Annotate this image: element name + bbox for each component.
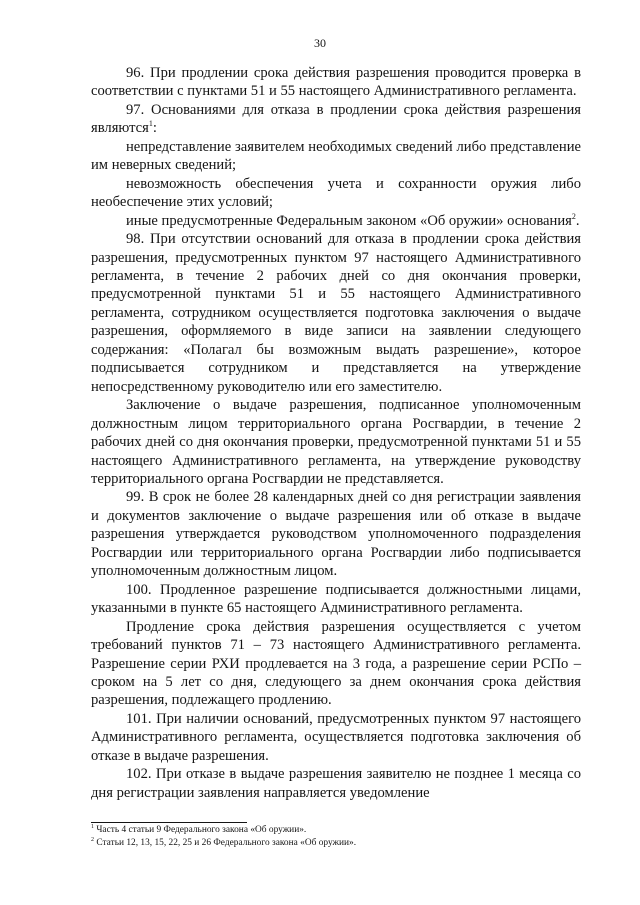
footnote-ref-2: 2 [571, 211, 576, 221]
paragraph-97: 97. Основаниями для отказа в продлении срока действия разрешения являются$^1$: [91, 101, 581, 137]
paragraph-97-item-1: непредставление заявителем необходимых сведений либо представление им неверных сведений; [91, 138, 581, 174]
paragraph-98: 98. При отсутствии оснований для отказа в продлении срока действия разрешения, предусмотренных пунктом 97 настоящего Административного регламента, в течение 2 рабочих дней со дня окончания проверки, предусмотренной пунктами 51 и 55 настоящего Административного регламента, сотрудником осуществляется подготовка заключения о выдаче разрешения, оформляемого в виде записи на заявлении следующего содержания: «Полагал бы возможным выдать разрешение», которое подписывается сотрудником и представляется на утверждение непосредственному руководителю или его заместителю. [91, 231, 581, 395]
document-body [91, 64, 581, 802]
paragraph-97-item-3: иные предусмотренные Федеральным законом «Об оружии» основания$^2$. [126, 211, 580, 229]
footnote-2: $^2$ Статьи 12, 13, 15, 22, 25 и 26 Федерального закона «Об оружии». [91, 836, 357, 848]
paragraph-101: 101. При наличии оснований, предусмотренных пунктом 97 настоящего Административного регламента, осуществляется подготовка заключения об отказе в выдаче разрешения. [91, 710, 581, 764]
footnotes [91, 824, 581, 850]
paragraph-98-continued: Заключение о выдаче разрешения, подписанное уполномоченным должностным лицом территориального органа Росгвардии, в течение 2 рабочих дней со дня окончания проверки, предусмотренной пунктами 51 и 55 настоящего Административного регламента, на утверждение руководству территориального органа Росгвардии не представляется. [91, 397, 581, 487]
paragraph-102: 102. При отказе в выдаче разрешения заявителю не позднее 1 месяца со дня регистрации заявления направляется уведомление [91, 766, 581, 801]
paragraph-99: 99. В срок не более 28 календарных дней со дня регистрации заявления и документов заключение о выдаче разрешения или об отказе в выдаче разрешения утверждается руководством уполномоченного подразделения Росгвардии или территориального органа Росгвардии либо подписывается уполномоченным должностным лицом. [91, 489, 581, 580]
footnote-1: $^1$ Часть 4 статьи 9 Федерального закона «Об оружии». [91, 823, 307, 835]
footnote-divider [91, 822, 247, 823]
paragraph-96: 96. При продлении срока действия разрешения проводится проверка в соответствии с пунктами 51 и 55 настоящего Административного регламента. [91, 65, 581, 100]
paragraph-100-continued: Продление срока действия разрешения осуществляется с учетом требований пунктов 71 – 73 настоящего Административного регламента. Разрешение серии РХИ продлевается на 3 года, а разрешение серии РСПо – сроком на 5 лет со дня, следующего за днем окончания срока действия разрешения, подлежащего продлению. [91, 618, 581, 709]
footnote-ref-1: 1 [148, 119, 153, 129]
paragraph-97-item-2: невозможность обеспечения учета и сохранности оружия либо необеспечение этих условий; [91, 175, 581, 211]
paragraph-100: 100. Продленное разрешение подписывается должностными лицами, указанными в пункте 65 настоящего Административного регламента. [91, 581, 581, 617]
page-number: 30 [314, 36, 326, 50]
